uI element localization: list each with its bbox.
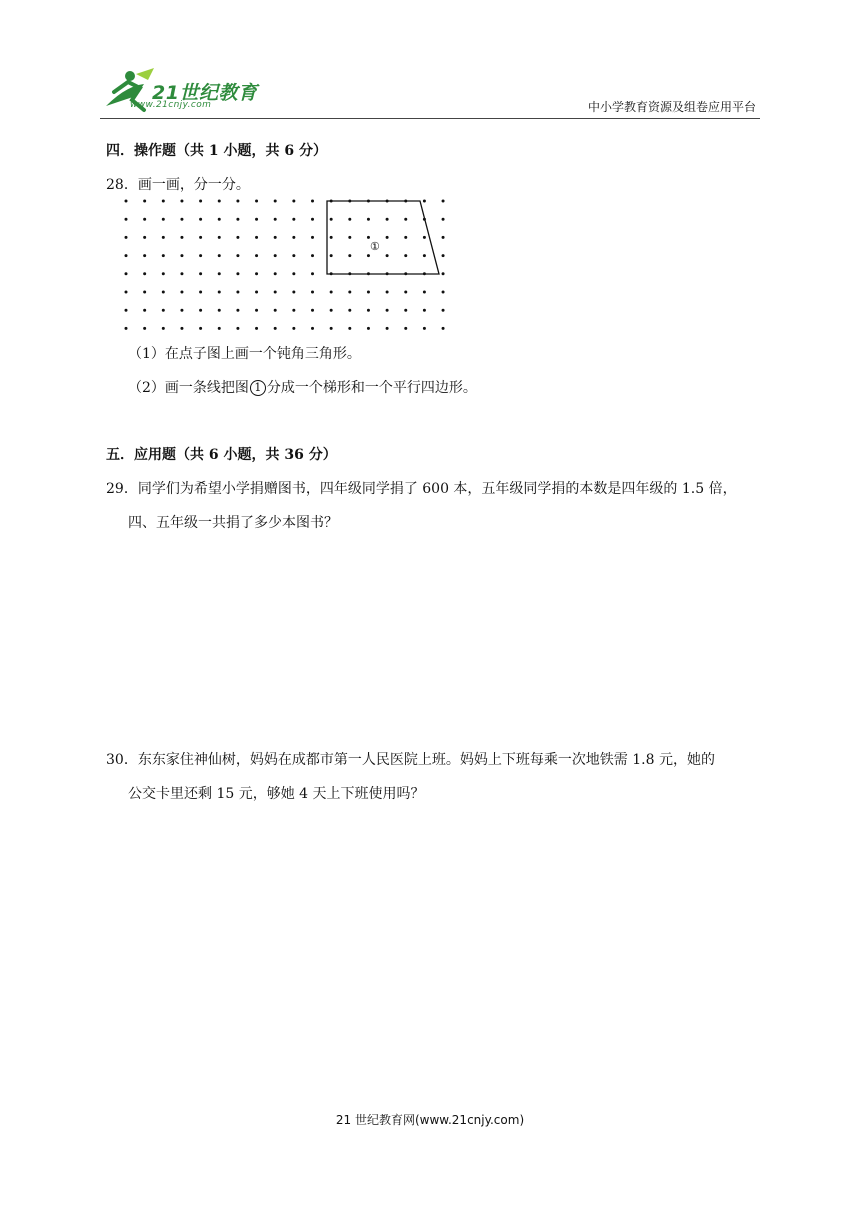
grid-dot [423, 309, 426, 312]
grid-dot [311, 236, 314, 239]
grid-dot [330, 327, 333, 330]
grid-dot [330, 254, 333, 257]
grid-dot [292, 254, 295, 257]
grid-dot [386, 236, 389, 239]
grid-dot [442, 254, 445, 257]
grid-dot [348, 218, 351, 221]
grid-dot [218, 327, 221, 330]
grid-dot [367, 309, 370, 312]
question-30-line-2: 公交卡里还剩 15 元，够她 4 天上下班使用吗？ [128, 786, 425, 802]
grid-dot [274, 272, 277, 275]
grid-dot [348, 236, 351, 239]
grid-dot [367, 327, 370, 330]
grid-dot [423, 327, 426, 330]
grid-dot [236, 272, 239, 275]
grid-dot [199, 272, 202, 275]
grid-dot [311, 309, 314, 312]
grid-dot [143, 327, 146, 330]
grid-dot [125, 236, 128, 239]
grid-dot [348, 327, 351, 330]
grid-dot [255, 272, 258, 275]
trapezoid-shape [327, 201, 439, 274]
grid-dot [274, 309, 277, 312]
grid-dot [218, 309, 221, 312]
grid-dot [218, 218, 221, 221]
grid-dot [367, 236, 370, 239]
grid-dot [442, 236, 445, 239]
header-divider [100, 118, 760, 119]
grid-dot [311, 254, 314, 257]
platform-title: 中小学教育资源及组卷应用平台 [587, 100, 756, 114]
grid-dot [143, 236, 146, 239]
grid-dot [218, 272, 221, 275]
grid-dot [125, 272, 128, 275]
grid-dot [404, 218, 407, 221]
grid-dot [125, 218, 128, 221]
grid-dot [423, 200, 426, 203]
grid-dot [236, 236, 239, 239]
grid-dot [125, 327, 128, 330]
grid-dot [274, 236, 277, 239]
grid-dot [442, 200, 445, 203]
grid-dot [180, 327, 183, 330]
question-29-line-1: 29．同学们为希望小学捐赠图书，四年级同学捐了 600 本，五年级同学捐的本数是四年级的 1.5 倍， [106, 481, 737, 497]
logo-text: 21世纪教育 [152, 82, 258, 104]
grid-dot [330, 291, 333, 294]
grid-dot [274, 254, 277, 257]
grid-dot [423, 291, 426, 294]
grid-dot [236, 309, 239, 312]
grid-dot [442, 272, 445, 275]
grid-dot [180, 272, 183, 275]
grid-dot [292, 309, 295, 312]
grid-dot [255, 291, 258, 294]
grid-dot [386, 218, 389, 221]
grid-dot [199, 218, 202, 221]
grid-dot [180, 309, 183, 312]
grid-dot [162, 272, 165, 275]
grid-dot [255, 309, 258, 312]
grid-dot [348, 309, 351, 312]
page-footer: 21 世纪教育网(www.21cnjy.com) [335, 1113, 525, 1127]
grid-dot [143, 291, 146, 294]
grid-dot [125, 254, 128, 257]
grid-dot [125, 309, 128, 312]
figure-label: ① [370, 240, 380, 253]
section-5-title: 五．应用题（共 6 小题，共 36 分） [106, 447, 337, 463]
grid-dot [236, 200, 239, 203]
grid-dot [255, 218, 258, 221]
grid-dot [255, 236, 258, 239]
section-4-title: 四．操作题（共 1 小题，共 6 分） [106, 143, 327, 159]
grid-dot [162, 218, 165, 221]
grid-dot [292, 327, 295, 330]
grid-dot [292, 236, 295, 239]
grid-dot [442, 327, 445, 330]
grid-dot [404, 327, 407, 330]
grid-dot [125, 200, 128, 203]
grid-dot [199, 254, 202, 257]
grid-dot [180, 236, 183, 239]
part-2-text-after: 分成一个梯形和一个平行四边形。 [266, 380, 477, 396]
grid-dot [311, 218, 314, 221]
grid-dot [442, 309, 445, 312]
question-30-line-1: 30．东东家住神仙树，妈妈在成都市第一人民医院上班。妈妈上下班每乘一次地铁需 1.8 元，她的 [106, 752, 715, 768]
grid-dot [236, 218, 239, 221]
grid-dot [330, 218, 333, 221]
grid-dot [143, 200, 146, 203]
grid-dot [367, 218, 370, 221]
grid-dot [180, 200, 183, 203]
grid-dot [292, 218, 295, 221]
grid-dot [311, 272, 314, 275]
question-29-line-2: 四、五年级一共捐了多少本图书？ [128, 515, 338, 531]
grid-dot [255, 200, 258, 203]
grid-dot [143, 309, 146, 312]
grid-dot [274, 218, 277, 221]
grid-dot [348, 291, 351, 294]
grid-dot [274, 327, 277, 330]
grid-dot [423, 236, 426, 239]
grid-dot [274, 291, 277, 294]
grid-dot [423, 254, 426, 257]
grid-dot [404, 236, 407, 239]
grid-dot [236, 291, 239, 294]
question-28-part-2 [128, 377, 477, 397]
grid-dot [386, 291, 389, 294]
grid-dot [404, 254, 407, 257]
grid-dot [330, 236, 333, 239]
grid-dot [125, 291, 128, 294]
grid-dot [236, 254, 239, 257]
question-28-part-1: （1）在点子图上画一个钝角三角形。 [128, 346, 361, 362]
grid-dot [162, 291, 165, 294]
grid-dot [199, 200, 202, 203]
grid-dot [348, 254, 351, 257]
grid-dot [274, 200, 277, 203]
grid-dot [162, 327, 165, 330]
grid-dot [143, 272, 146, 275]
grid-dot [292, 272, 295, 275]
grid-dot [255, 327, 258, 330]
grid-dot [218, 291, 221, 294]
grid-dot [292, 291, 295, 294]
grid-dot [404, 309, 407, 312]
grid-dot [404, 291, 407, 294]
grid-dot [218, 236, 221, 239]
grid-dot [143, 218, 146, 221]
circled-number-mark: 1 [250, 380, 266, 396]
grid-dot [386, 327, 389, 330]
grid-dot [292, 200, 295, 203]
grid-dot [143, 254, 146, 257]
grid-dot [311, 291, 314, 294]
grid-dot [199, 327, 202, 330]
grid-dot [386, 254, 389, 257]
grid-dot [236, 327, 239, 330]
grid-dot [311, 327, 314, 330]
grid-dot [180, 254, 183, 257]
question-28-stem: 28．画一画，分一分。 [106, 177, 250, 193]
grid-dot [367, 291, 370, 294]
grid-dot [255, 254, 258, 257]
logo-url: www.21cnjy.com [130, 100, 212, 110]
grid-dot [162, 309, 165, 312]
grid-dot [330, 309, 333, 312]
grid-dot [442, 291, 445, 294]
grid-dot [218, 254, 221, 257]
part-2-text-before: （2）画一条线把图 [128, 380, 249, 396]
grid-dot [199, 309, 202, 312]
grid-dot [199, 291, 202, 294]
grid-dot [180, 218, 183, 221]
grid-dot [386, 309, 389, 312]
grid-dot [442, 218, 445, 221]
grid-dot [162, 236, 165, 239]
grid-dot [311, 200, 314, 203]
grid-dot [180, 291, 183, 294]
grid-dot [162, 254, 165, 257]
dot-grid [125, 200, 445, 330]
grid-dot [199, 236, 202, 239]
dot-grid-figure [118, 193, 448, 335]
grid-dot [162, 200, 165, 203]
grid-dot [218, 200, 221, 203]
grid-dot [367, 254, 370, 257]
